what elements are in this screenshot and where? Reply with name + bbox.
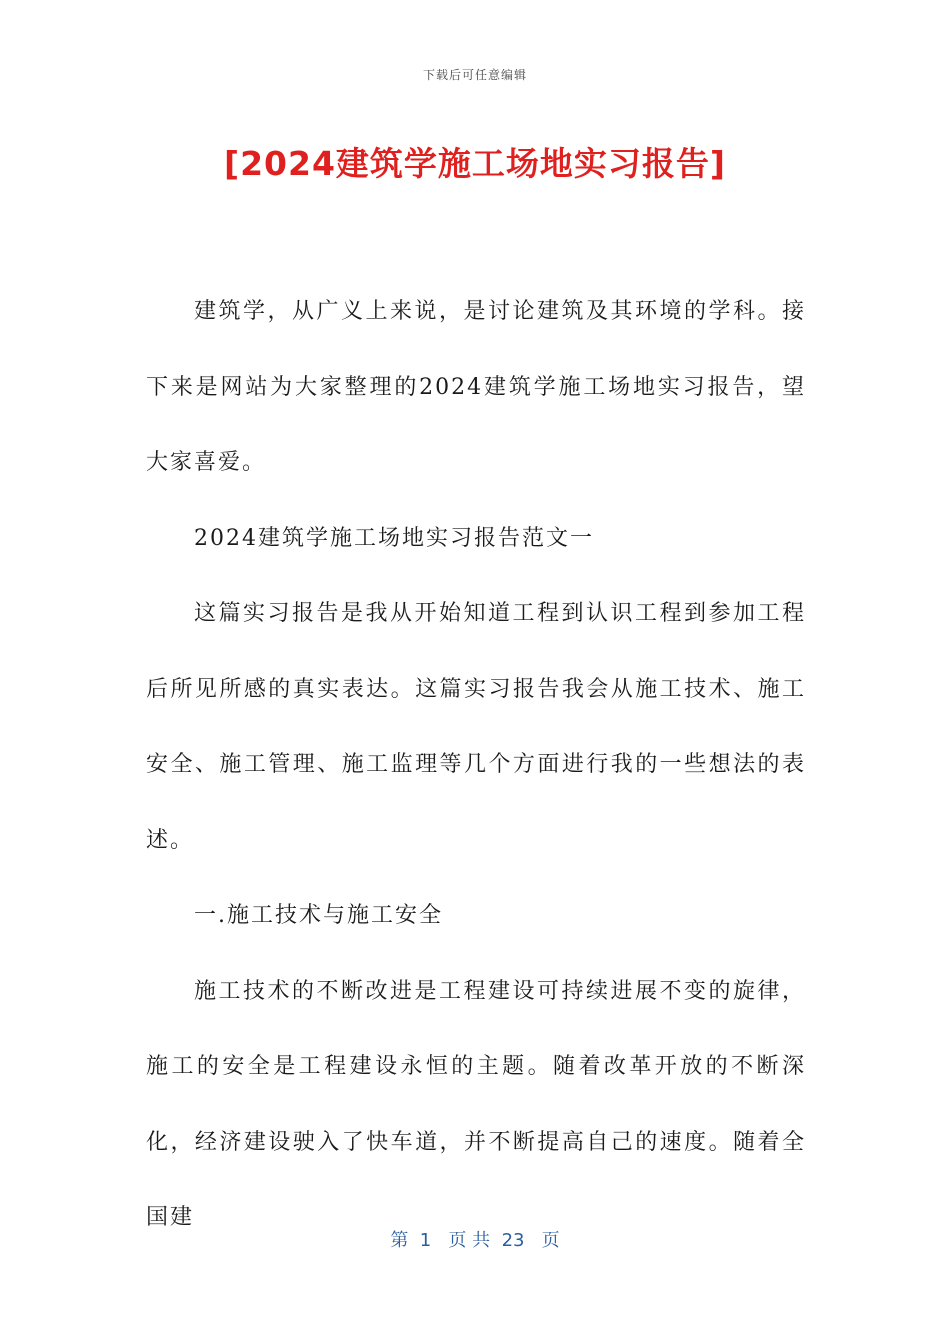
paragraph-construction-tech: 施工技术的不断改进是工程建设可持续进展不变的旋律，施工的安全是工程建设永恒的主题。随着改革开放的不断深化，经济建设驶入了快车道，并不断提高自己的速度。随着全国建 [146,978,806,1230]
page-header: 下载后可任意编辑 [422,68,527,82]
paragraph-report-intro: 这篇实习报告是我从开始知道工程到认识工程到参加工程后所见所感的真实表达。这篇实习报告我会从施工技术、施工安全、施工管理、施工监理等几个方面进行我的一些想法的表述。 [146,601,806,853]
paragraph-section-heading: 2024建筑学施工场地实习报告范文一 [194,525,594,551]
page-footer: 第 1 页 共 23 页 [390,1230,560,1251]
paragraph-subheading: 一.施工技术与施工安全 [194,903,443,928]
document-title: [2024建筑学施工场地实习报告] [223,144,726,183]
paragraph-intro: 建筑学，从广义上来说，是讨论建筑及其环境的学科。接下来是网站为大家整理的2024建筑学施工场地实习报告，望大家喜爱。 [146,299,806,475]
document-body [146,274,806,1256]
